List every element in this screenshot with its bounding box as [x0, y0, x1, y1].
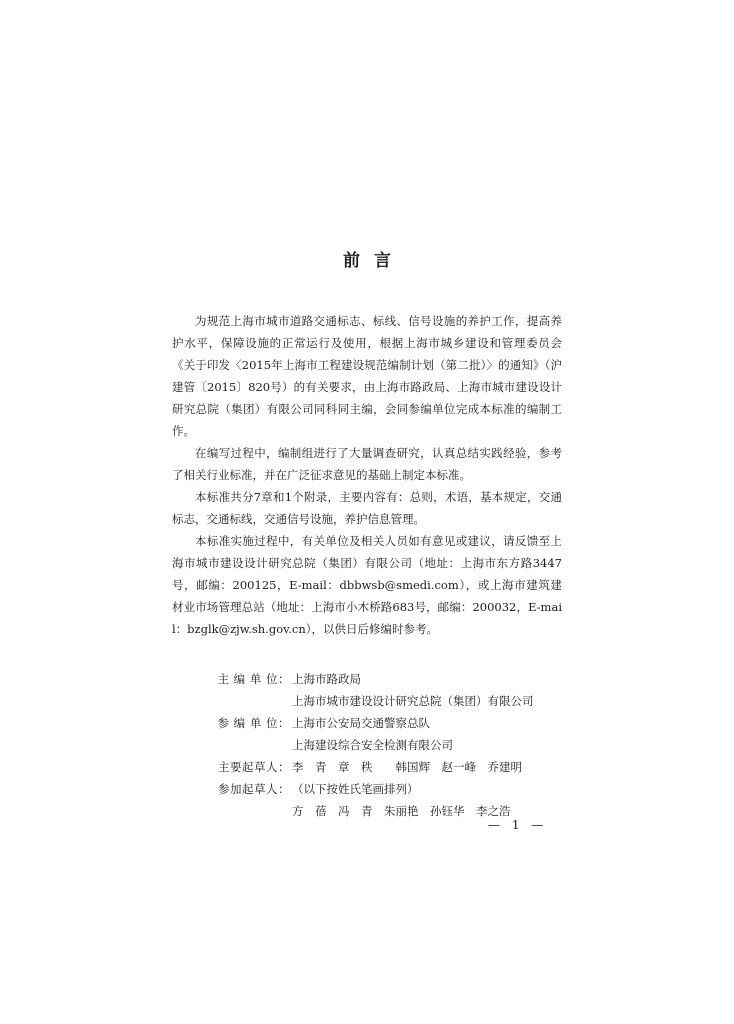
credit-value: 上海市公安局交通警察总队	[292, 716, 430, 730]
credit-label: 主 编 单 位：	[217, 672, 290, 686]
credit-row-chief-editor-2	[172, 690, 572, 712]
paragraph: 在编写过程中，编制组进行了大量调查研究，认真总结实践经验，参考了相关行业标准，并在广泛征求意见的基础上制定本标准。	[172, 446, 562, 482]
credit-label: 参加起草人：	[218, 782, 290, 796]
credit-value: 李 青 章 秩 韩国辉 赵一峰 乔建明	[292, 760, 522, 774]
credit-label: 参 编 单 位：	[217, 716, 290, 730]
credit-value: 方 蓓 冯 青 朱丽艳 孙钰华 李之浩	[292, 804, 511, 818]
credit-row-participating-2	[172, 734, 572, 756]
credit-value: （以下按姓氏笔画排列）	[292, 782, 419, 796]
preface-body	[172, 310, 562, 640]
credit-row-main-drafters	[172, 756, 572, 778]
page-number: — 1 —	[488, 818, 548, 832]
paragraph: 本标准共分7章和1个附录，主要内容有：总则，术语，基本规定，交通标志，交通标线，交通信号设施，养护信息管理。	[172, 490, 562, 526]
paragraph: 为规范上海市城市道路交通标志、标线、信号设施的养护工作，提高养护水平，保障设施的正常运行及使用，根据上海市城乡建设和管理委员会《关于印发〈2015年上海市工程建设规范编制计划（第二批）〉的通知》（沪建管〔2015〕820号）的有关要求，由上海市路政局、上海市城市建设设计研究总院（集团）有限公司同科同主编，会同参编单位完成本标准的编制工作。	[172, 314, 562, 438]
page-title: 前言	[343, 251, 405, 271]
credit-row-participating	[172, 712, 572, 734]
credit-label: 主要起草人：	[218, 760, 290, 774]
credit-value: 上海建设综合安全检测有限公司	[292, 738, 453, 752]
credit-value: 上海市路政局	[292, 672, 361, 686]
paragraph: 本标准实施过程中，有关单位及相关人员如有意见或建议，请反馈至上海市城市建设设计研究总院（集团）有限公司（地址：上海市东方路3447号，邮编：200125，E-mail：dbbwsb@smedi.com），或上海市建筑建材业市场管理总站（地址：上海市小木桥路683号，邮编：200032，E-mail：bzglk@zjw.sh.gov.cn），以供日后修编时参考。	[172, 534, 562, 636]
credit-row-drafters	[172, 778, 572, 800]
credit-value: 上海市城市建设设计研究总院（集团）有限公司	[292, 694, 534, 708]
credit-row-chief-editor	[172, 668, 572, 690]
credits-block	[172, 668, 572, 822]
